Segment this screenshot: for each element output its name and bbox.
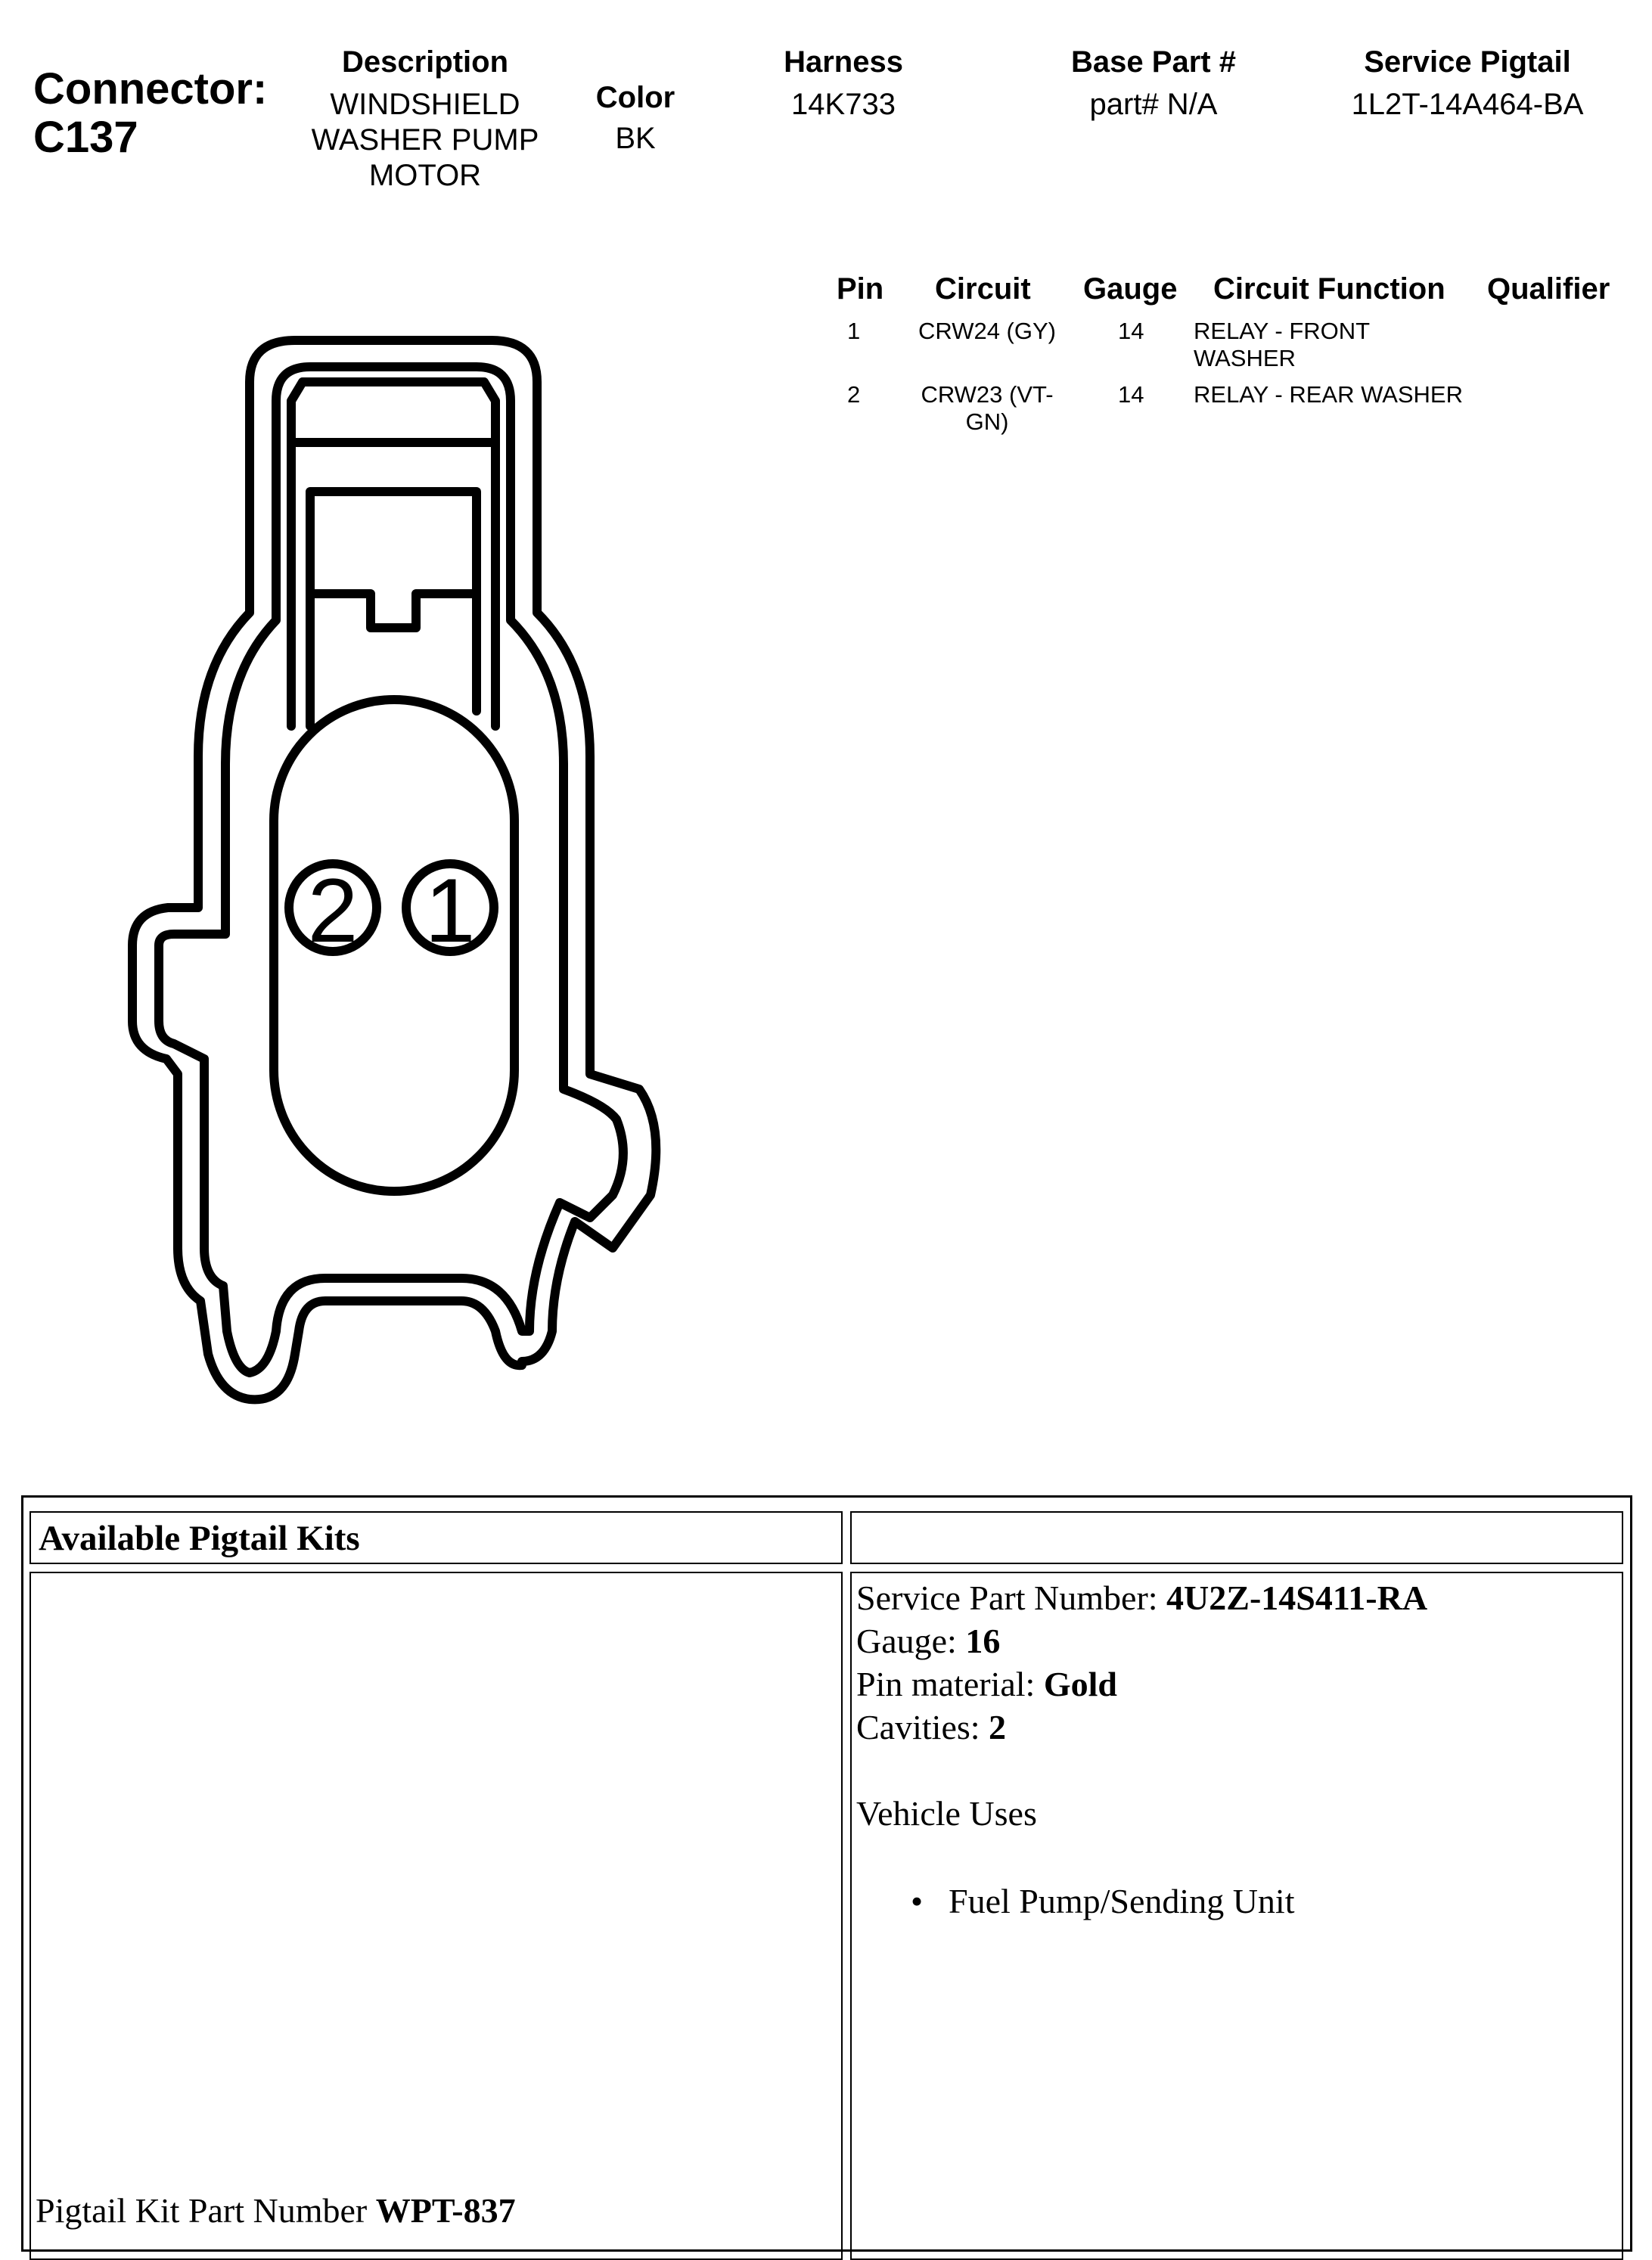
connector-diagram [0,0,756,1437]
kit-part-value: WPT-837 [375,2191,516,2230]
pin-header: Pin [837,272,884,306]
latch-notch [310,594,477,628]
latch-tab-inner [310,492,477,726]
service-part-label: Service Part Number: [856,1579,1167,1617]
pin-material [856,1662,1617,1706]
vehicle-uses-list [911,1880,1617,1923]
pigtail-gauge-label: Gauge: [856,1622,966,1660]
gauge-value: 14 [1118,381,1144,408]
latch-tab [291,382,495,726]
pigtail-section-title: Available Pigtail Kits [30,1511,843,1564]
circuit-function-value [1194,318,1370,372]
service-pigtail-label: Service Pigtail [1364,45,1571,79]
description-line: WINDSHIELD [330,88,520,121]
function-line: RELAY - FRONT [1194,318,1371,344]
vehicle-uses-label: Vehicle Uses [856,1794,1037,1833]
service-part-value: 4U2Z-14S411-RA [1166,1579,1428,1617]
function-line: RELAY - REAR WASHER [1194,381,1464,408]
cavities-label: Cavities: [856,1708,989,1746]
function-line: WASHER [1194,345,1296,371]
pin-material-label: Pin material: [856,1665,1044,1703]
circuit-line: CRW24 (GY) [918,318,1056,344]
harness-value: 14K733 [791,88,896,121]
connector-id: C137 [33,113,138,162]
cavities [856,1706,1617,1749]
gauge-header: Gauge [1083,272,1178,306]
pigtail-kit-image-cell [30,1572,843,2260]
harness-column [734,45,953,123]
pin-label-1: 1 [424,860,476,961]
housing-outline [132,340,656,1399]
qualifier-header: Qualifier [1487,272,1610,306]
pigtail-gauge [856,1619,1617,1662]
harness-label: Harness [784,45,903,79]
color-label: Color [595,81,675,114]
pigtail-details-cell [850,1572,1623,2260]
pigtail-gauge-value: 16 [965,1622,1001,1660]
color-value: BK [615,122,656,155]
gauge-value: 14 [1118,318,1144,344]
vehicle-use-item: • Fuel Pump/Sending Unit [911,1880,1617,1923]
circuit-header: Circuit [935,272,1031,306]
pigtail-kits-table [21,1495,1632,2252]
kit-part-label: Pigtail Kit Part Number [36,2191,376,2230]
service-part-number [856,1576,1617,1619]
description-line: WASHER PUMP [311,123,539,157]
circuit-line: GN) [965,408,1009,435]
circuit-function-header: Circuit Function [1213,272,1446,306]
circuit-function-value [1194,381,1463,408]
pigtail-kit-part-number [36,2189,516,2232]
base-part-label: Base Part # [1071,45,1236,79]
connector-label: Connector: [33,64,268,113]
base-part-column [1021,45,1286,123]
pin-label-2: 2 [307,860,359,961]
housing-inner-outline [159,367,623,1373]
service-pigtail-column [1316,45,1619,123]
pin-material-value: Gold [1043,1665,1117,1703]
circuit-value [900,381,1074,436]
base-part-value: part# N/A [1089,88,1218,121]
circuit-line: CRW23 (VT- [921,381,1054,408]
pin-number: 1 [847,318,861,344]
pin-number: 2 [847,381,861,408]
description-label: Description [341,45,509,79]
pigtail-header-empty-cell [850,1511,1623,1564]
circuit-value [900,318,1074,345]
description-line: MOTOR [368,159,482,192]
cavities-value: 2 [989,1708,1007,1746]
service-pigtail-value: 1L2T-14A464-BA [1351,88,1584,121]
